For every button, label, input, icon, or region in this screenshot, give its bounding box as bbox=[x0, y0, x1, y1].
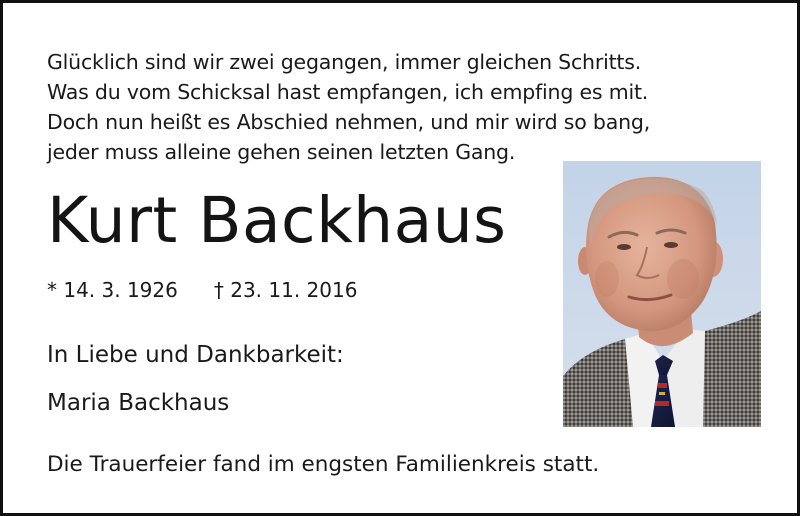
mourner-name: Maria Backhaus bbox=[47, 390, 230, 416]
portrait-photo bbox=[563, 161, 761, 427]
life-dates bbox=[47, 276, 357, 304]
ceremony-note: Die Trauerfeier fand im engsten Familienkreis statt. bbox=[47, 452, 600, 477]
poem-line: Glücklich sind wir zwei gegangen, immer gleichen Schritts. bbox=[47, 50, 642, 74]
portrait-illustration bbox=[563, 161, 761, 427]
poem-line: Doch nun heißt es Abschied nehmen, und mir wird so bang, bbox=[47, 110, 651, 134]
death-date: † 23. 11. 2016 bbox=[213, 278, 358, 302]
tribute-line: In Liebe und Dankbarkeit: bbox=[47, 342, 344, 368]
memorial-poem bbox=[47, 47, 650, 167]
poem-line: jeder muss alleine gehen seinen letzten Gang. bbox=[47, 140, 516, 164]
birth-date: * 14. 3. 1926 bbox=[47, 278, 178, 302]
deceased-name: Kurt Backhaus bbox=[47, 184, 507, 257]
poem-line: Was du vom Schicksal hast empfangen, ich empfing es mit. bbox=[47, 80, 649, 104]
